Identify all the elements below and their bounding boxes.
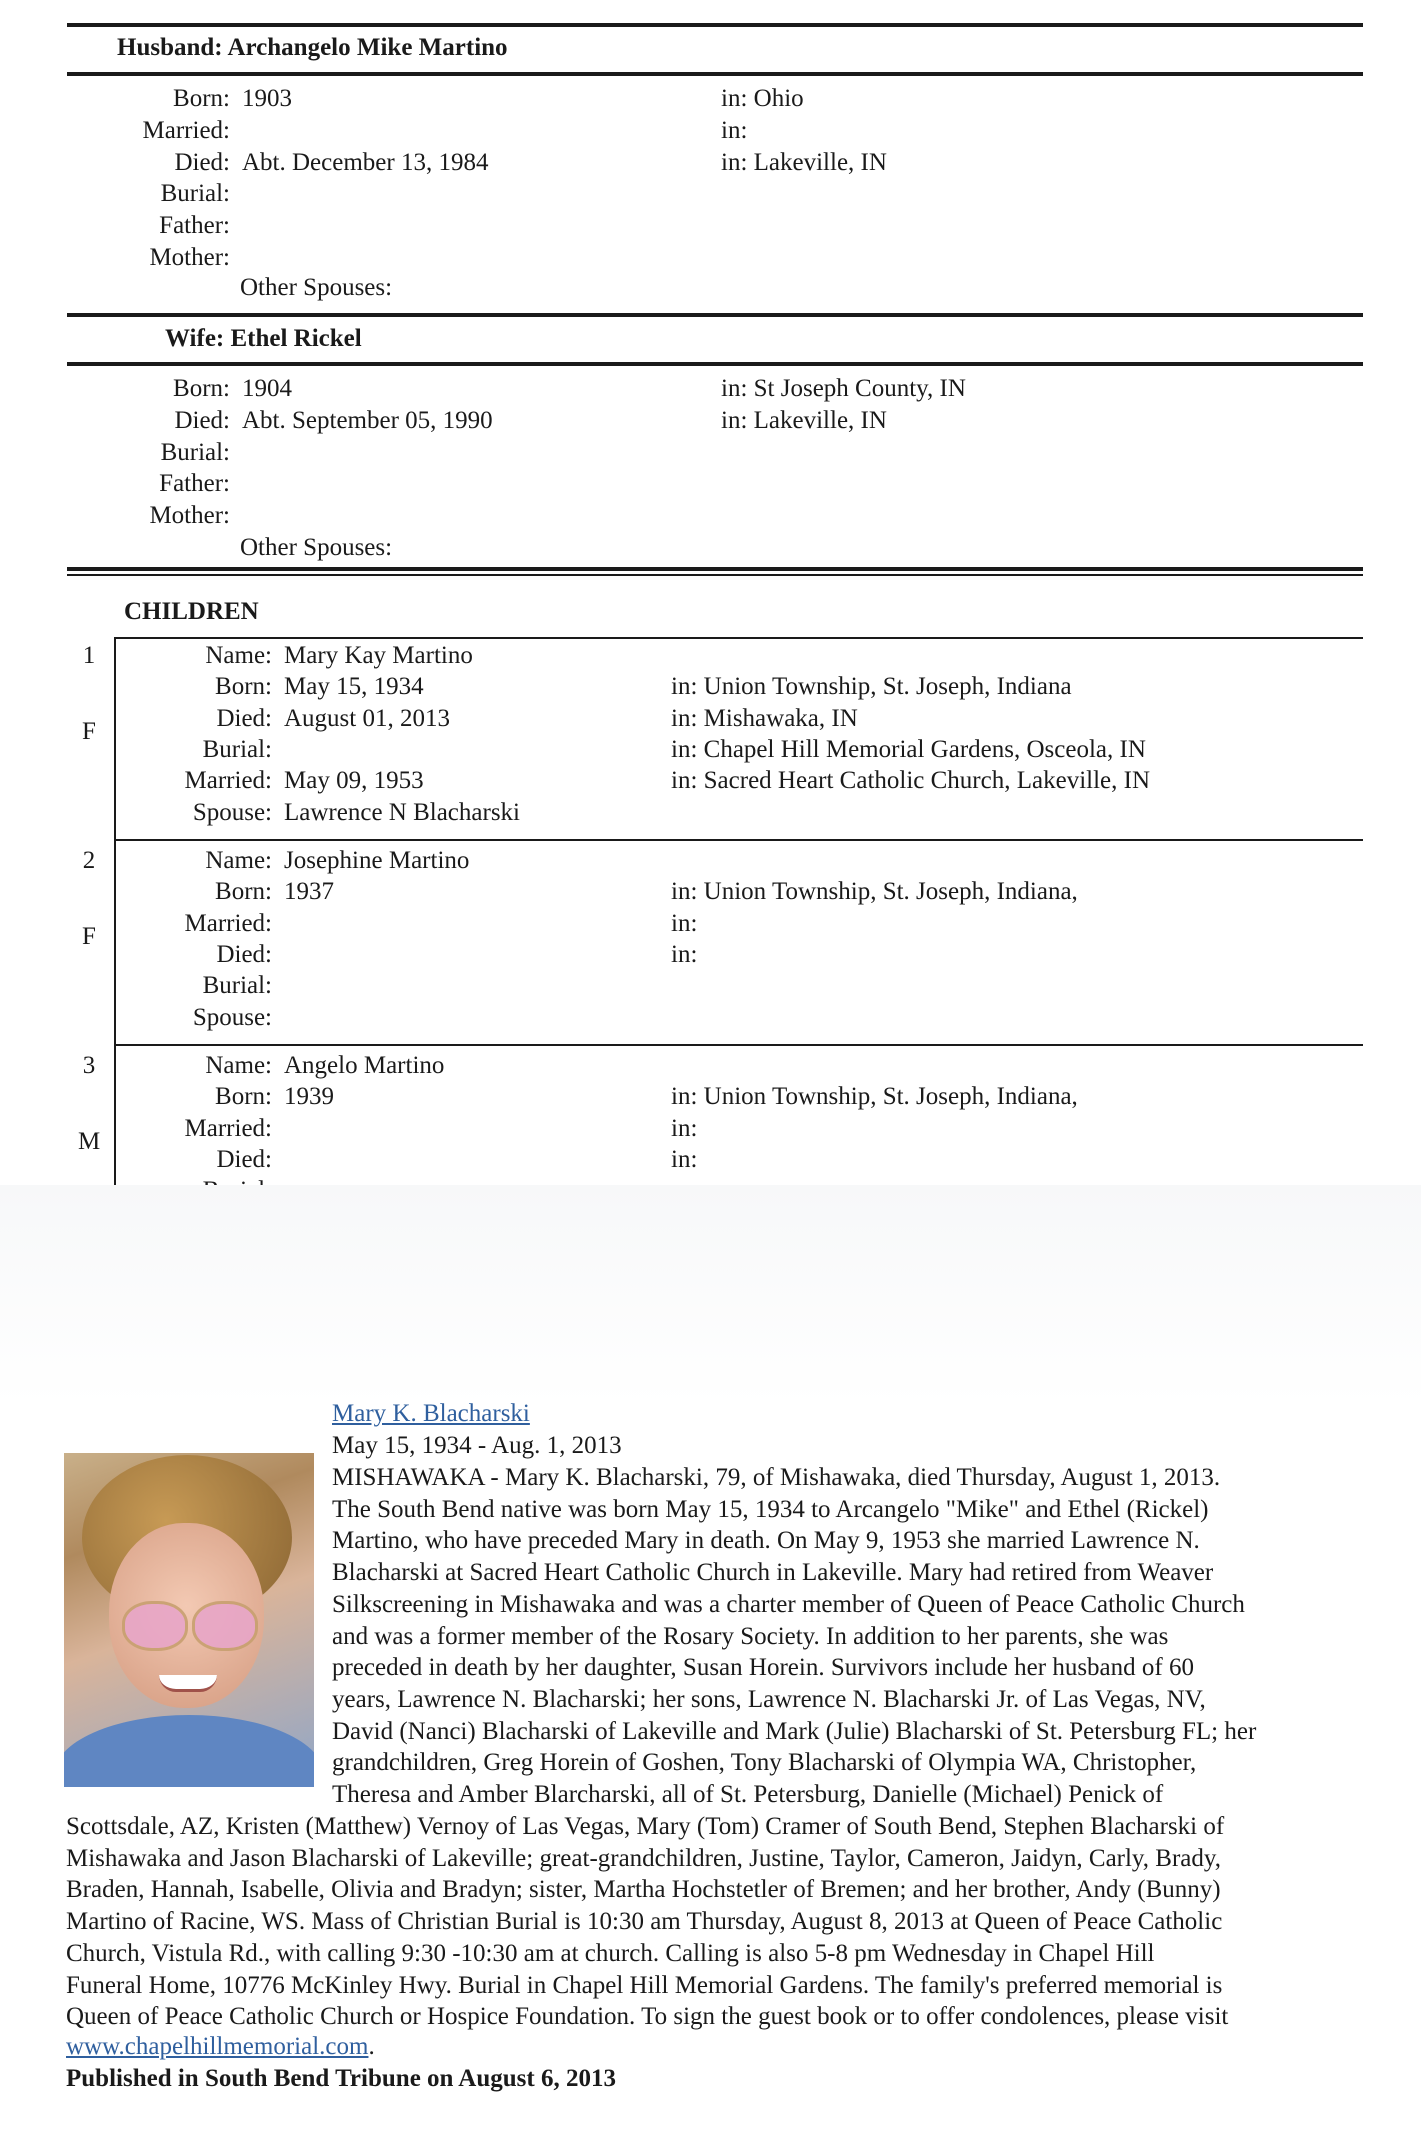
child-row-label: Name: bbox=[205, 1052, 272, 1079]
husband-header: Husband: Archangelo Mike Martino bbox=[117, 34, 508, 61]
wife-header: Wife: Ethel Rickel bbox=[165, 325, 362, 352]
obituary-line: preceded in death by her daughter, Susan Horein. Survivors include her husband of 60 bbox=[332, 1654, 1194, 1682]
child-row-label: Died: bbox=[216, 704, 272, 732]
photo-glasses-left bbox=[122, 1601, 188, 1651]
child-row-label: Married: bbox=[184, 1114, 272, 1142]
wife-row-value: Abt. September 05, 1990 bbox=[242, 406, 493, 434]
obituary-line: and was a former member of the Rosary Society. In addition to her parents, she was bbox=[332, 1622, 1169, 1650]
child-row-place: in: Union Township, St. Joseph, Indiana, bbox=[671, 1083, 1078, 1111]
obituary-line: MISHAWAKA - Mary K. Blacharski, 79, of Mishawaka, died Thursday, August 1, 2013. bbox=[332, 1464, 1221, 1491]
child-sex: M bbox=[78, 1128, 101, 1155]
child-row-label: Born: bbox=[215, 673, 272, 701]
obituary-published: Published in South Bend Tribune on August 6, 2013 bbox=[66, 2065, 616, 2092]
child-row-place: in: bbox=[671, 1145, 698, 1173]
child-row-label: Died: bbox=[216, 940, 272, 968]
wife-top-rule bbox=[67, 313, 1363, 317]
wife-row-label: Father: bbox=[159, 470, 230, 498]
photo-smile bbox=[159, 1675, 217, 1692]
obituary-line: David (Nanci) Blacharski of Lakeville and Mark (Julie) Blacharski of St. Petersburg FL; her bbox=[332, 1717, 1257, 1745]
top-rule bbox=[67, 23, 1363, 27]
scan-fade bbox=[0, 1185, 1421, 1405]
child-sex: F bbox=[82, 718, 96, 745]
wife-other-spouses: Other Spouses: bbox=[240, 534, 393, 561]
wife-row-place: in: St Joseph County, IN bbox=[721, 375, 966, 402]
child-number: 2 bbox=[82, 847, 96, 874]
obituary-line: Church, Vistula Rd., with calling 9:30 -10:30 am at church. Calling is also 5-8 pm Wednesday in Chapel Hill bbox=[66, 1939, 1155, 1967]
child-row-place: in: bbox=[671, 909, 698, 937]
husband-row-label: Burial: bbox=[160, 180, 230, 208]
obituary-line: grandchildren, Greg Horein of Goshen, Tony Blacharski of Olympia WA, Christopher, bbox=[332, 1749, 1197, 1777]
obituary-line: Braden, Hannah, Isabelle, Olivia and Bradyn; sister, Martha Hochstetler of Bremen; and her brother, Andy (Bunny) bbox=[66, 1876, 1221, 1904]
obituary-name-link[interactable]: Mary K. Blacharski bbox=[332, 1400, 530, 1427]
obituary-dates: May 15, 1934 - Aug. 1, 2013 bbox=[332, 1432, 622, 1459]
obituary-line: Blacharski at Sacred Heart Catholic Church in Lakeville. Mary had retired from Weaver bbox=[332, 1559, 1214, 1587]
wife-row-label: Born: bbox=[173, 375, 230, 402]
child-row-label: Burial: bbox=[202, 972, 272, 1000]
children-header-rule bbox=[114, 637, 1363, 639]
child-sex: F bbox=[82, 923, 96, 950]
child-row-place: in: Chapel Hill Memorial Gardens, Osceola, IN bbox=[671, 735, 1146, 763]
obituary-website-line bbox=[66, 2033, 375, 2061]
husband-other-spouses: Other Spouses: bbox=[240, 274, 393, 301]
child-separator bbox=[114, 839, 1363, 841]
husband-row-value: Abt. December 13, 1984 bbox=[242, 148, 489, 176]
obituary-line: years, Lawrence N. Blacharski; her sons, Lawrence N. Blacharski Jr. of Las Vegas, NV, bbox=[332, 1685, 1206, 1713]
child-row-value: Lawrence N Blacharski bbox=[284, 798, 520, 826]
child-row-label: Died: bbox=[216, 1145, 272, 1173]
obituary-line: Silkscreening in Mishawaka and was a charter member of Queen of Peace Catholic Church bbox=[332, 1590, 1245, 1618]
husband-row-value: 1903 bbox=[242, 85, 292, 112]
husband-row-label: Father: bbox=[159, 212, 230, 240]
husband-row-place: in: bbox=[721, 116, 748, 144]
wife-rule bbox=[67, 362, 1363, 366]
obituary-line: Queen of Peace Catholic Church or Hospice Foundation. To sign the guest book or to offer condolences, please visit bbox=[66, 2003, 1229, 2031]
obituary-photo bbox=[64, 1453, 314, 1787]
husband-rule bbox=[67, 72, 1363, 76]
obituary-line: Martino of Racine, WS. Mass of Christian Burial is 10:30 am Thursday, August 8, 2013 at Queen of Peace Catholic bbox=[66, 1908, 1223, 1936]
child-row-label: Born: bbox=[215, 1083, 272, 1111]
obituary-line: Theresa and Amber Blarcharski, all of St. Petersburg, Danielle (Michael) Penick of bbox=[332, 1781, 1164, 1809]
husband-row-place: in: Lakeville, IN bbox=[721, 148, 887, 176]
child-row-label: Name: bbox=[205, 847, 272, 874]
obituary-line: Scottsdale, AZ, Kristen (Matthew) Vernoy of Las Vegas, Mary (Tom) Cramer of South Bend, Stephen Blacharski of bbox=[66, 1813, 1225, 1840]
wife-row-value: 1904 bbox=[242, 375, 292, 402]
child-number: 1 bbox=[82, 642, 96, 669]
children-header: CHILDREN bbox=[124, 598, 259, 625]
child-number: 3 bbox=[82, 1052, 96, 1079]
husband-row-label: Mother: bbox=[149, 244, 230, 271]
child-row-value: August 01, 2013 bbox=[284, 704, 450, 732]
child-row-place: in: bbox=[671, 1114, 698, 1142]
husband-row-label: Born: bbox=[173, 85, 230, 112]
child-row-label: Married: bbox=[184, 767, 272, 795]
obituary-line: Martino, who have preceded Mary in death. On May 9, 1953 she married Lawrence N. bbox=[332, 1527, 1200, 1555]
child-row-label: Spouse: bbox=[192, 798, 272, 826]
children-top-rule-2 bbox=[67, 574, 1363, 576]
child-row-value: 1939 bbox=[284, 1083, 334, 1111]
wife-row-label: Burial: bbox=[160, 438, 230, 466]
obituary-text-indented bbox=[332, 1462, 1256, 1811]
photo-glasses-right bbox=[192, 1601, 258, 1651]
wife-row-label: Died: bbox=[174, 406, 230, 434]
obituary-text-full bbox=[66, 1811, 1228, 2033]
child-separator bbox=[114, 1044, 1363, 1046]
child-row-label: Spouse: bbox=[192, 1003, 272, 1031]
child-row-place: in: bbox=[671, 940, 698, 968]
child-row-label: Married: bbox=[184, 909, 272, 937]
child-row-value: 1937 bbox=[284, 878, 334, 906]
obituary-website-link[interactable]: www.chapelhillmemorial.com bbox=[66, 2033, 369, 2060]
husband-row-label: Died: bbox=[174, 148, 230, 176]
wife-row-place: in: Lakeville, IN bbox=[721, 406, 887, 434]
husband-row-place: in: Ohio bbox=[721, 85, 804, 112]
wife-row-label: Mother: bbox=[149, 502, 230, 530]
child-row-place: in: Union Township, St. Joseph, Indiana bbox=[671, 673, 1072, 701]
child-row-value: Angelo Martino bbox=[284, 1052, 445, 1079]
obituary-line: The South Bend native was born May 15, 1934 to Arcangelo "Mike" and Ethel (Rickel) bbox=[332, 1495, 1209, 1523]
obituary-line: Mishawaka and Jason Blacharski of Lakeville; great-grandchildren, Justine, Taylor, Cameron, Jaidyn, Carly, Brady, bbox=[66, 1844, 1222, 1872]
child-row-label: Born: bbox=[215, 878, 272, 906]
children-top-rule bbox=[67, 567, 1363, 571]
child-row-place: in: Sacred Heart Catholic Church, Lakeville, IN bbox=[671, 767, 1151, 795]
photo-shoulders bbox=[64, 1715, 314, 1787]
child-row-value: Josephine Martino bbox=[284, 847, 470, 874]
child-row-value: May 15, 1934 bbox=[284, 673, 424, 701]
obituary-line: Funeral Home, 10776 McKinley Hwy. Burial in Chapel Hill Memorial Gardens. The family's preferred memorial is bbox=[66, 1971, 1223, 1999]
child-row-place: in: Mishawaka, IN bbox=[671, 704, 858, 732]
child-row-label: Name: bbox=[205, 642, 272, 669]
husband-row-label: Married: bbox=[142, 116, 230, 144]
child-row-value: May 09, 1953 bbox=[284, 767, 424, 795]
child-row-place: in: Union Township, St. Joseph, Indiana, bbox=[671, 878, 1078, 906]
child-row-value: Mary Kay Martino bbox=[284, 642, 473, 669]
child-row-label: Burial: bbox=[202, 735, 272, 763]
obituary-website-suffix: . bbox=[368, 2033, 375, 2060]
